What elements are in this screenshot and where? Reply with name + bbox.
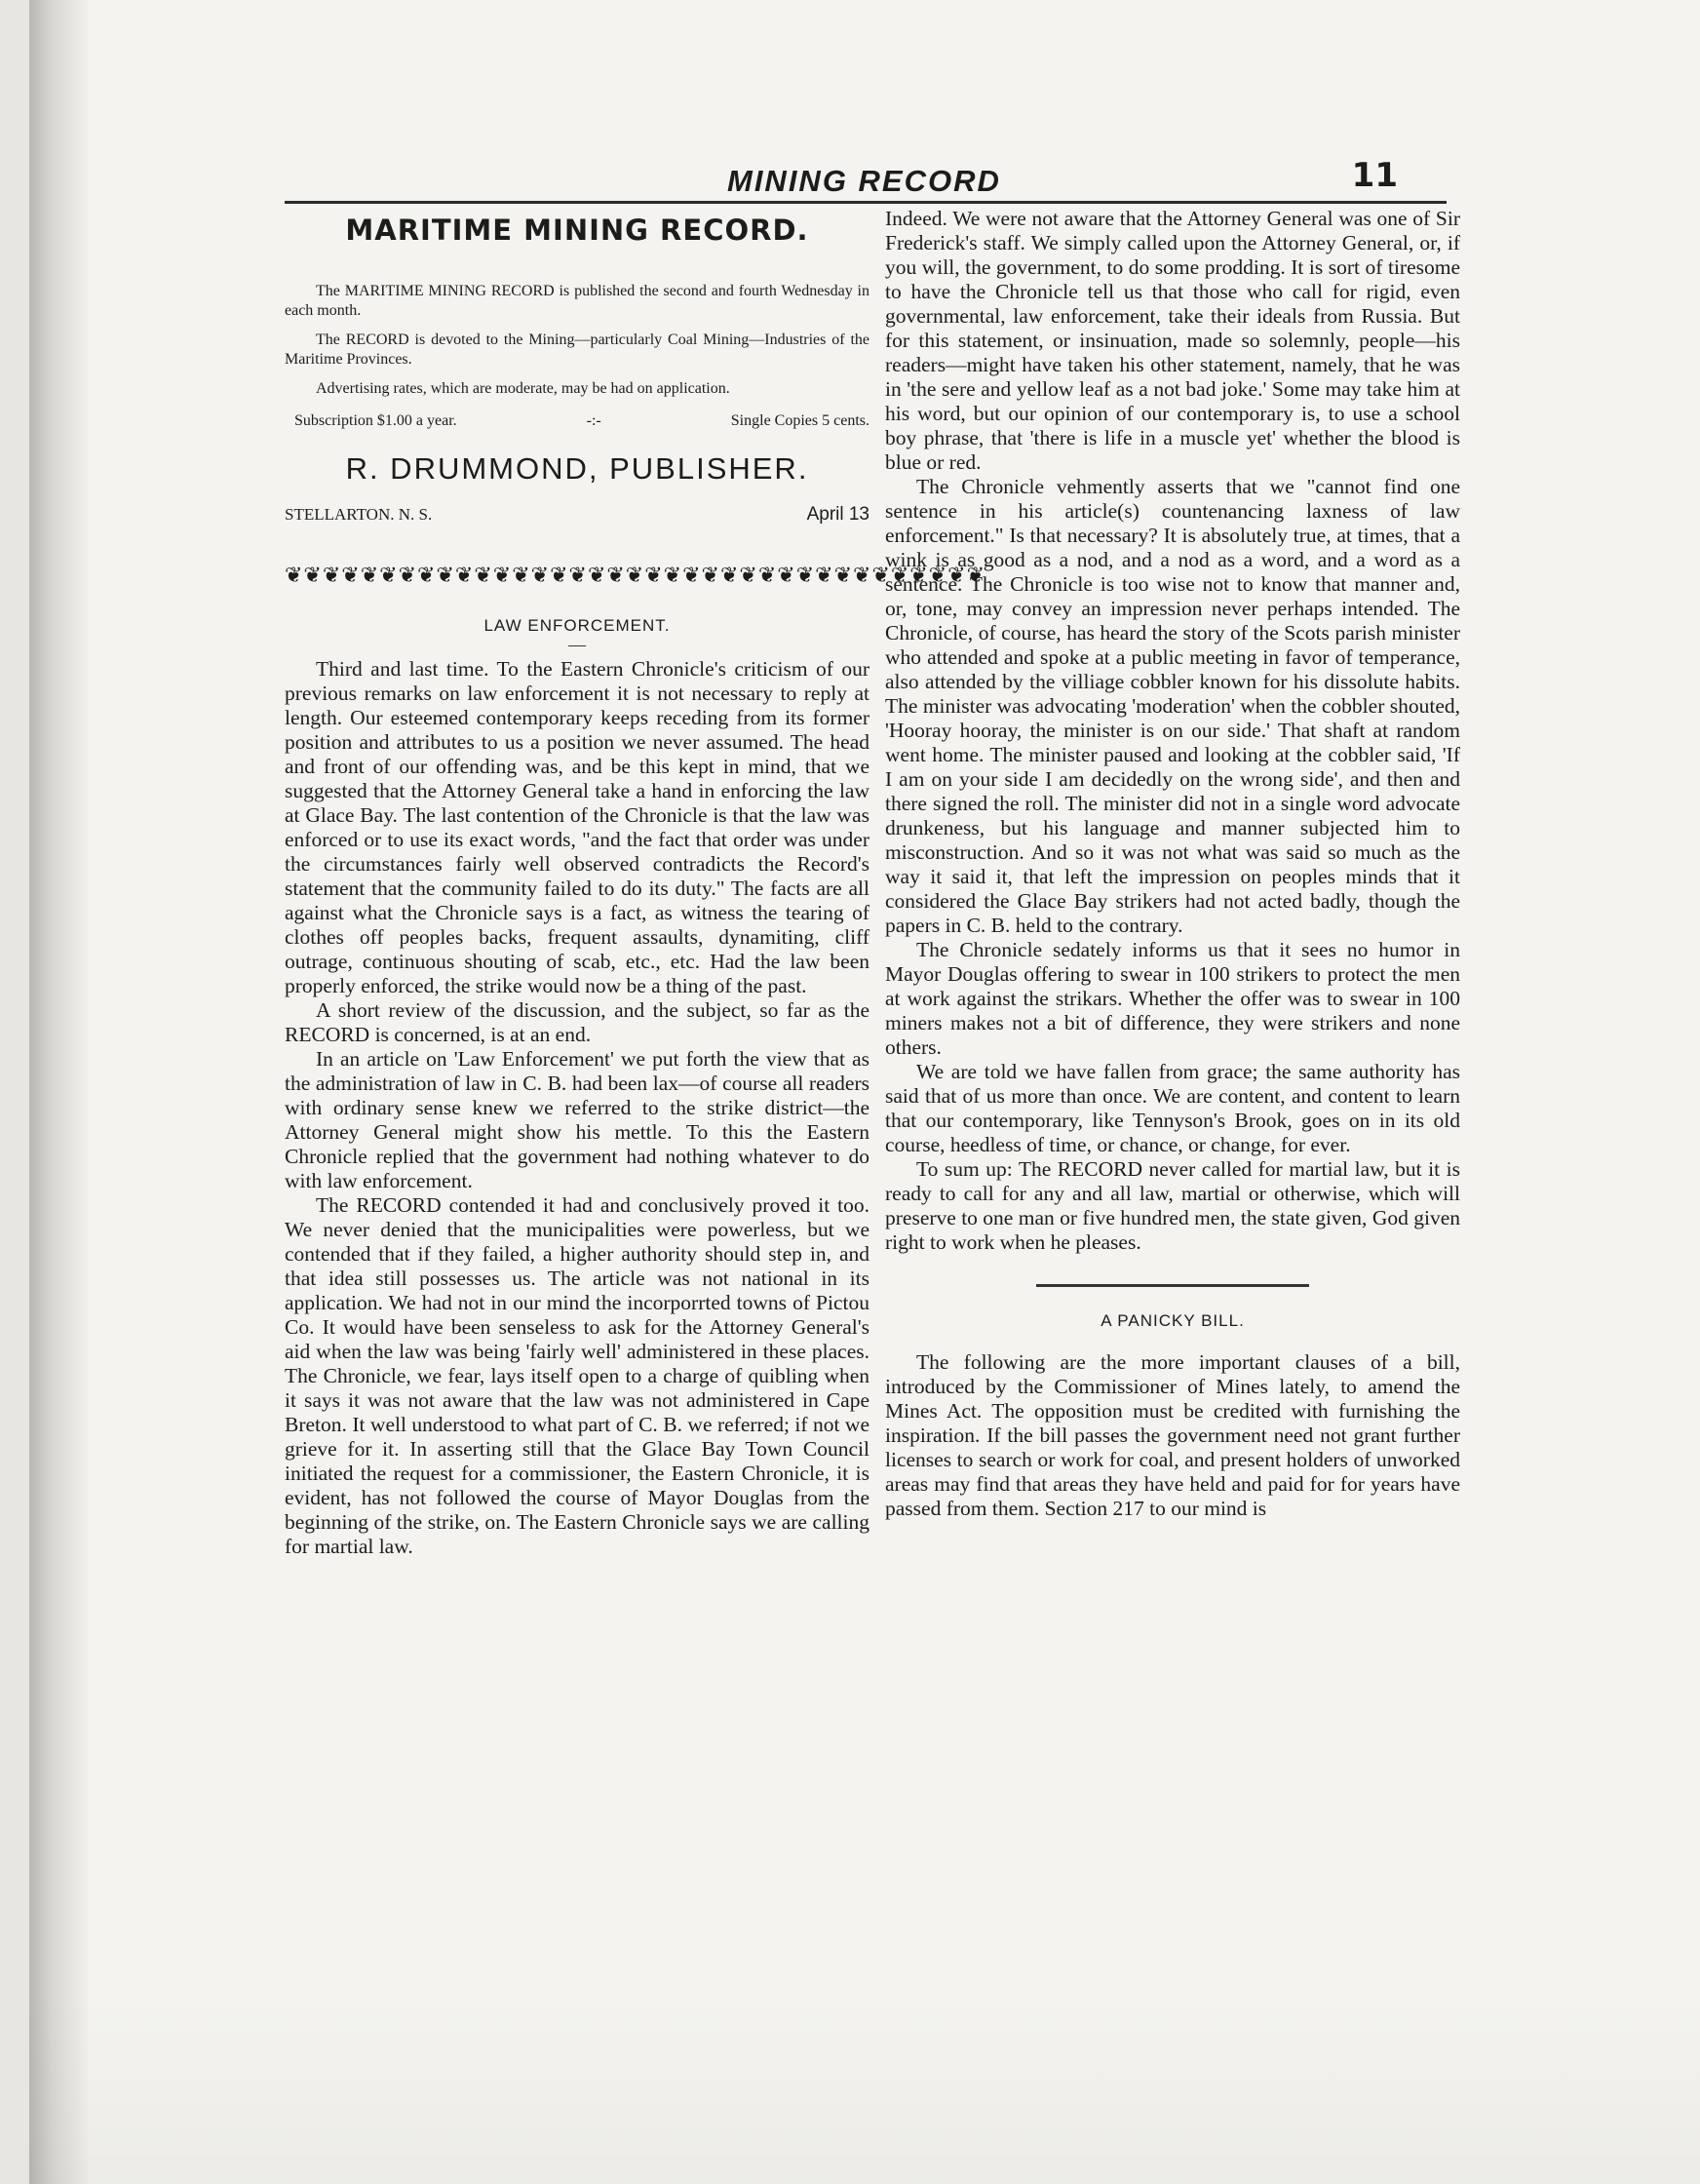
article-title-law-enforcement: LAW ENFORCEMENT.: [483, 616, 671, 635]
subscription-separator: -:-: [586, 412, 601, 429]
publisher-line: R. DRUMMOND, PUBLISHER.: [345, 451, 809, 486]
article-paragraph: We are told we have fallen from grace; the same authority has said that of us more than once. We are content, and content to learn that our contemporary, like Tennyson's Brook, goes on in its old course, heedless of time, or chance, or change, for ever.: [885, 1060, 1460, 1156]
dateline: [285, 502, 869, 526]
article-paragraph: The RECORD contended it had and conclusively proved it too. We never denied that the municipalities were powerless, but we contended that if they failed, a higher authority should step in, and that idea still possesses us. The article was not national in its application. We had not in our mind the incorporrted towns of Pictou Co. It would have been senseless to ask for the Attorney General's aid when the law was being 'fairly well' administered in these places. The Chronicle, we fear, lays itself open to a charge of quibling when it says it was not aware that the law was not administered in Cape Breton. It well understood to what part of C. B. we referred; if not we grieve for it. In asserting still that the Glace Bay Town Council initiated the request for a commissioner, the Eastern Chronicle, it is evident, has not followed the course of Mayor Douglas from the beginning of the strike, on. The Eastern Chronicle says we are calling for martial law.: [285, 1193, 869, 1558]
masthead-title: MARITIME MINING RECORD.: [345, 214, 809, 247]
single-copy-price: Single Copies 5 cents.: [730, 412, 869, 429]
subscription-line: [285, 409, 869, 433]
article-paragraph: The Chronicle sedately informs us that it sees no humor in Mayor Douglas offering to swear in 100 strikers to protect the men at work against the strikars. Whether the offer was to swear in 100 miners makes not a bit of difference, they were strikers and none others.: [885, 938, 1460, 1059]
article-paragraph: The following are the more important clauses of a bill, introduced by the Commissioner of Mines lately, to amend the Mines Act. The opposition must be credited with furnishing the inspiration. If the bill passes the government need not grant further licenses to search or work for coal, and present holders of unworked areas may find that areas they have held and paid for for years have passed from them. Section 217 to our mind is: [885, 1350, 1460, 1520]
title-dash: —: [568, 635, 586, 654]
masthead-notice-3: Advertising rates, which are moderate, may be had on application.: [316, 380, 730, 397]
masthead-notice-1: The MARITIME MINING RECORD is published the second and fourth Wednesday in each month.: [285, 283, 869, 319]
left-column: [285, 207, 986, 1559]
running-head: [285, 156, 1447, 203]
binding-shadow: [29, 0, 88, 2184]
running-head-title: MINING RECORD: [727, 164, 1001, 198]
section-divider: [1036, 1284, 1309, 1287]
dateline-place: STELLARTON. N. S.: [285, 505, 433, 524]
article-paragraph: A short review of the discussion, and the subject, so far as the RECORD is concerned, is at an end.: [285, 998, 869, 1046]
ornament-rule: ❦❦❦❦❦❦❦❦❦❦❦❦❦❦❦❦❦❦❦❦❦❦❦❦❦❦❦❦❦❦❦❦❦❦❦❦❦: [285, 564, 986, 588]
article-paragraph: In an article on 'Law Enforcement' we put forth the view that as the administration of law in C. B. had been lax—of course all readers with ordinary sense knew we referred to the strike district—the Attorney General might show his mettle. To this the Eastern Chronicle replied that the government had nothing whatever to do with law enforcement.: [285, 1047, 869, 1192]
article-paragraph: Indeed. We were not aware that the Attorney General was one of Sir Frederick's staff. We simply called upon the Attorney General, or, if you will, the government, to do some prodding. It is sort of tiresome to have the Chronicle tell us that those who call for rigid, even governmental, law enforcement, take their ideals from Russia. But for this statement, or insinuation, made so solemnly, people—his readers—might have taken his other statement, namely, that he was in 'the sere and yellow leaf as a not bad joke.' Some may take him at his word, but our opinion of our contemporary is, to use a school boy phrase, that 'there is life in a muscle yet' whether the blood is blue or red.: [885, 207, 1460, 474]
page-number: 11: [1351, 156, 1398, 195]
dateline-date: April 13: [806, 504, 869, 525]
masthead-notice-2: The RECORD is devoted to the Mining—particularly Coal Mining—Industries of the Maritime Provinces.: [285, 332, 869, 368]
article-paragraph: Third and last time. To the Eastern Chronicle's criticism of our previous remarks on law enforcement it is not necessary to reply at length. Our esteemed contemporary keeps receding from its former position and attributes to us a position we never assumed. The head and front of our offending was, and be this kept in mind, that we suggested that the Attorney General take a hand in enforcing the law at Glace Bay. The last contention of the Chronicle is that the law was enforced or to use its exact words, "and the fact that order was under the circumstances fairly well observed contradicts the Record's statement that the community failed to do its duty." The facts are all against what the Chronicle says is a fact, as witness the tearing of clothes off peoples backs, frequent assaults, dynamiting, cliff outrage, continuous shouting of scab, etc., etc. Had the law been properly enforced, the strike would now be a thing of the past.: [285, 657, 869, 997]
article-title-panicky-bill: A PANICKY BILL.: [1101, 1311, 1245, 1330]
article-paragraph: The Chronicle vehmently asserts that we "cannot find one sentence in his article(s) countenancing laxness of law enforcement." Is that necessary? It is absolutely true, at times, that a wink is as good as a nod, and a nod as a word, and a word as a sentence. The Chronicle is too wise not to know that manner and, or, tone, may convey an impression never perhaps intended. The Chronicle, of course, has heard the story of the Scots parish minister who attended and spoke at a public meeting in favor of temperance, also attended by the villiage cobbler known for his dissolute habits. The minister was advocating 'moderation' when the cobbler shouted, 'Hooray hooray, the minister is on our side.' That shaft at random went home. The minister paused and looking at the cobbler said, 'If I am on your side I am decidedly on the wrong side', and then and there signed the roll. The minister did not in a single word advocate drunkeness, but his language and manner subjected him to misconstruction. And so it was not what was said so much as the way it said it, that left the impression on peoples minds that it considered the Glace Bay strikers had not acted badly, though the papers in C. B. held to the contrary.: [885, 475, 1460, 937]
article-paragraph: To sum up: The RECORD never called for martial law, but it is ready to call for any and all law, martial or otherwise, which will preserve to one man or five hundred men, the state given, God given right to work when he pleases.: [885, 1157, 1460, 1254]
header-rule: [285, 201, 1447, 204]
subscription-price: Subscription $1.00 a year.: [294, 412, 457, 429]
right-column: [885, 207, 1460, 1521]
